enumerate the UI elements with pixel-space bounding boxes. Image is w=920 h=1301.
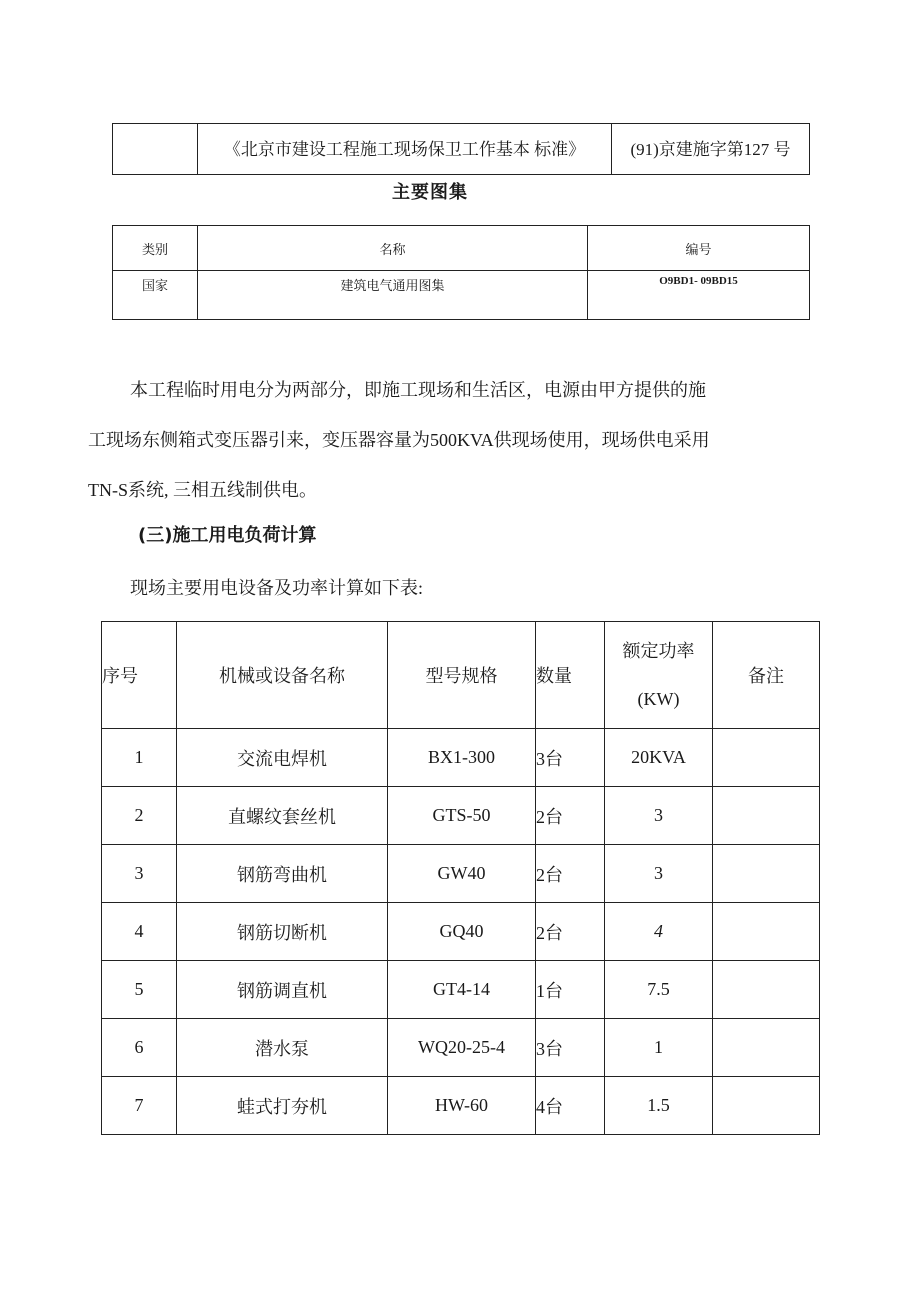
- cell-qty: 2台: [536, 903, 605, 961]
- cell-note: [713, 845, 820, 903]
- standards-table: [112, 123, 810, 175]
- intro-line: 现场主要用电设备及功率计算如下表:: [130, 578, 423, 598]
- atlas-number-cell: O9BD1- 09BD15: [588, 271, 810, 320]
- cell-seq: 3: [102, 845, 177, 903]
- cell-note: [713, 1077, 820, 1135]
- cell-seq: 4: [102, 903, 177, 961]
- table-row: [102, 1077, 820, 1135]
- paragraph-line: 工现场东侧箱式变压器引来，变压器容量为500KVA供现场使用，现场供电采用: [88, 430, 710, 450]
- cell-note: [713, 961, 820, 1019]
- table-row: [102, 961, 820, 1019]
- atlas-header-category: 类别: [113, 226, 198, 271]
- cell-power: 1: [605, 1019, 713, 1077]
- cell-power: 3: [605, 845, 713, 903]
- cell-model: GW40: [388, 845, 536, 903]
- header-power-line1: 额定功率: [622, 641, 695, 661]
- cell-name: 潜水泵: [177, 1019, 388, 1077]
- table-row: [102, 787, 820, 845]
- cell-note: [713, 729, 820, 787]
- table-row: [102, 845, 820, 903]
- atlas-header-name: 名称: [198, 226, 588, 271]
- table-header-row: [102, 622, 820, 729]
- atlas-name-cell: 建筑电气通用图集: [198, 271, 588, 320]
- atlas-heading: 主要图集: [392, 182, 468, 203]
- cell-name: 直螺纹套丝机: [177, 787, 388, 845]
- cell-seq: 2: [102, 787, 177, 845]
- cell-model: WQ20-25-4: [388, 1019, 536, 1077]
- cell-note: [713, 787, 820, 845]
- header-note: 备注: [713, 622, 820, 729]
- cell-model: GT4-14: [388, 961, 536, 1019]
- standards-name-cell: 《北京市建设工程施工现场保卫工作基本 标准》: [198, 124, 612, 175]
- cell-qty: 3台: [536, 729, 605, 787]
- standards-category-cell: [113, 124, 198, 175]
- cell-qty: 2台: [536, 787, 605, 845]
- equipment-table: [101, 621, 820, 1135]
- cell-seq: 7: [102, 1077, 177, 1135]
- cell-power: 3: [605, 787, 713, 845]
- cell-model: BX1-300: [388, 729, 536, 787]
- cell-name: 钢筋切断机: [177, 903, 388, 961]
- standards-number-cell: (91)京建施字第127 号: [612, 124, 810, 175]
- table-row: [102, 903, 820, 961]
- atlas-category-cell: 国家: [113, 271, 198, 320]
- cell-model: HW-60: [388, 1077, 536, 1135]
- cell-power: 1.5: [605, 1077, 713, 1135]
- cell-seq: 6: [102, 1019, 177, 1077]
- cell-power: 7.5: [605, 961, 713, 1019]
- cell-qty: 1台: [536, 961, 605, 1019]
- table-header-row: [113, 226, 810, 271]
- header-qty: 数量: [536, 622, 605, 729]
- header-name: 机械或设备名称: [177, 622, 388, 729]
- cell-name: 钢筋调直机: [177, 961, 388, 1019]
- table-row: [113, 124, 810, 175]
- table-row: [102, 729, 820, 787]
- table-row: [113, 271, 810, 320]
- cell-seq: 1: [102, 729, 177, 787]
- atlas-header-number: 编号: [588, 226, 810, 271]
- cell-name: 钢筋弯曲机: [177, 845, 388, 903]
- header-power: [605, 622, 713, 729]
- header-model: 型号规格: [388, 622, 536, 729]
- cell-qty: 4台: [536, 1077, 605, 1135]
- cell-qty: 3台: [536, 1019, 605, 1077]
- section-heading: (三)施工用电负荷计算: [138, 525, 317, 546]
- header-seq: 序号: [102, 622, 177, 729]
- atlas-table: [112, 225, 810, 320]
- table-row: [102, 1019, 820, 1077]
- cell-power: 4: [605, 903, 713, 961]
- paragraph-line: 本工程临时用电分为两部分，即施工现场和生活区，电源由甲方提供的施: [130, 380, 706, 400]
- cell-note: [713, 903, 820, 961]
- cell-model: GTS-50: [388, 787, 536, 845]
- cell-note: [713, 1019, 820, 1077]
- cell-name: 蛙式打夯机: [177, 1077, 388, 1135]
- cell-qty: 2台: [536, 845, 605, 903]
- paragraph-line: TN-S系统, 三相五线制供电。: [88, 480, 317, 500]
- cell-power: 20KVA: [605, 729, 713, 787]
- header-power-line2: (KW): [637, 689, 680, 709]
- cell-model: GQ40: [388, 903, 536, 961]
- cell-seq: 5: [102, 961, 177, 1019]
- cell-name: 交流电焊机: [177, 729, 388, 787]
